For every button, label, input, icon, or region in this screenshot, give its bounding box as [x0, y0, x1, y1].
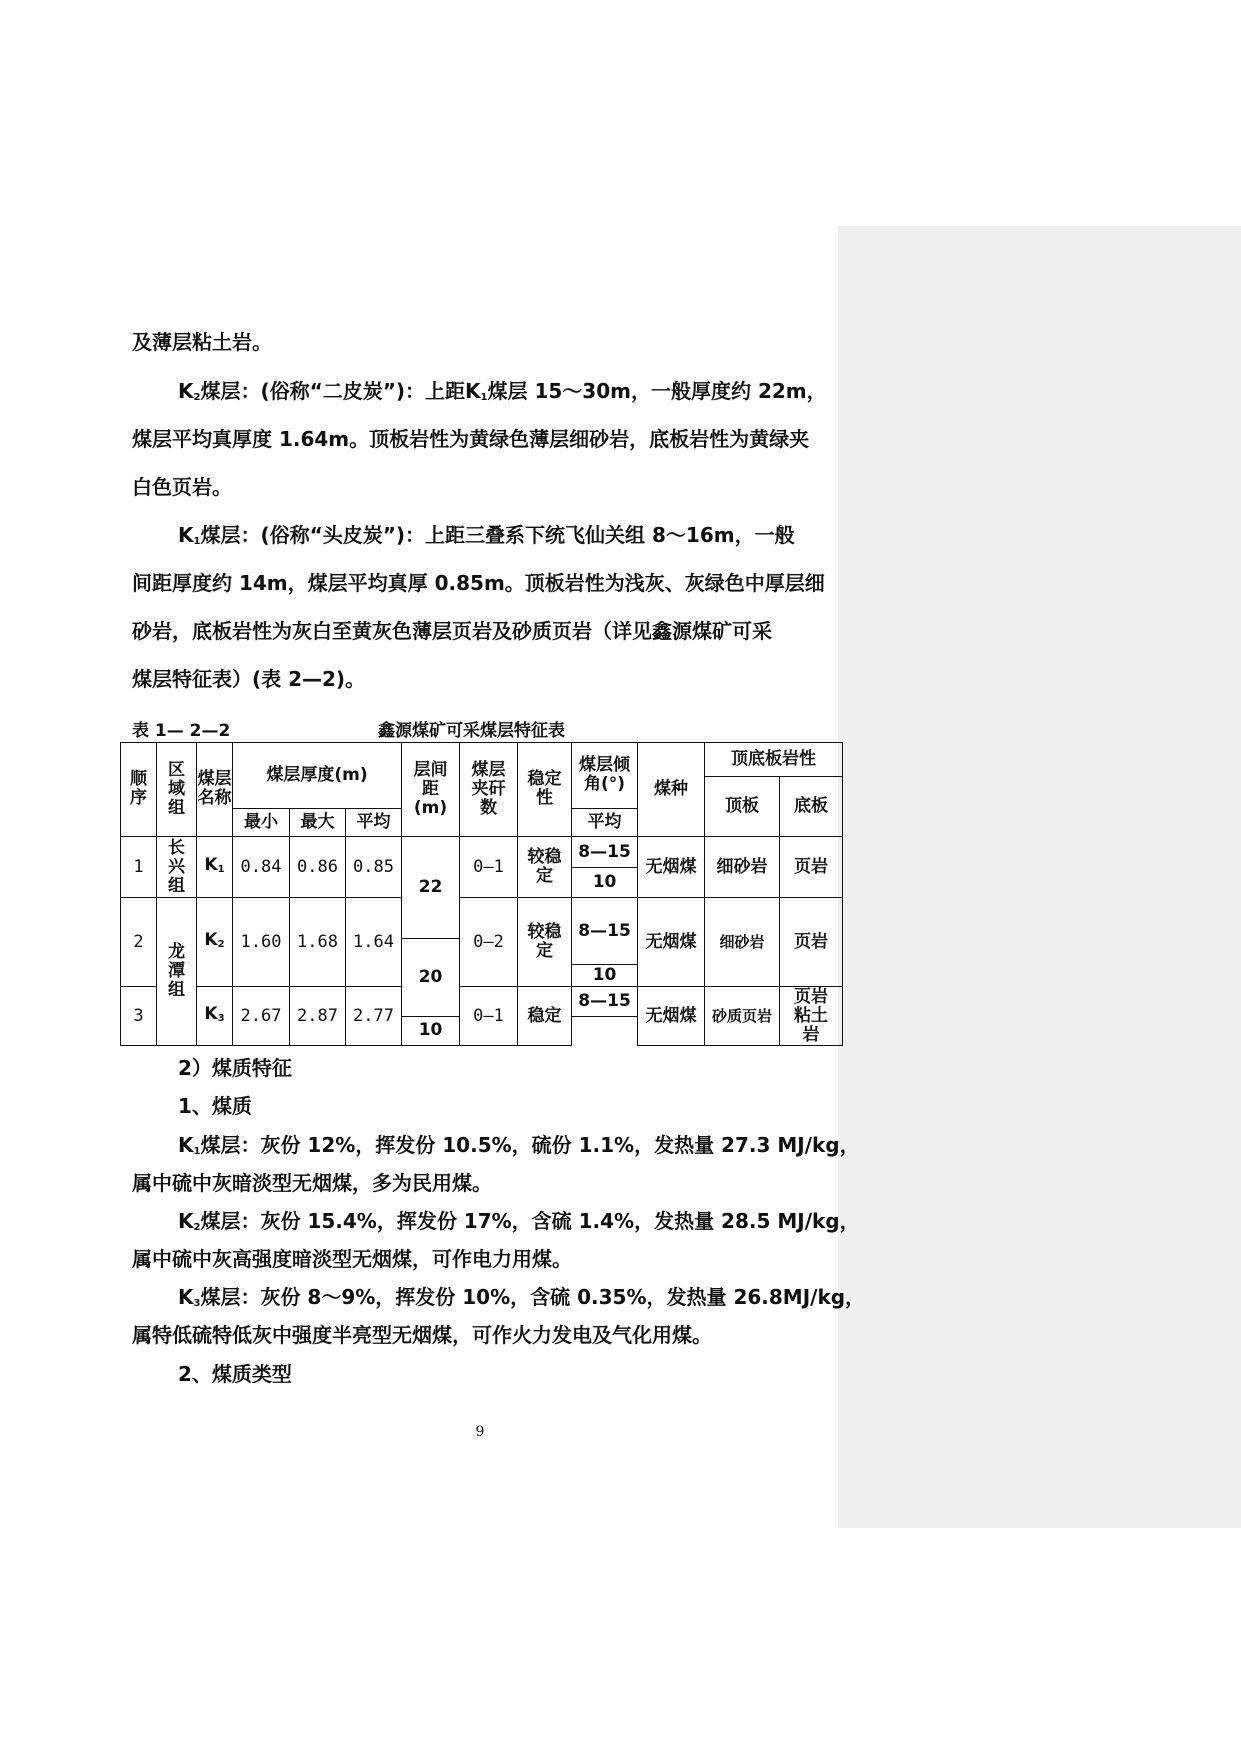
header-avg: 平均	[346, 808, 402, 836]
cell-max: 1.68	[290, 898, 346, 987]
cell-roof: 细砂岩	[705, 836, 780, 898]
header-roof-floor: 顶底板岩性	[705, 743, 843, 777]
cell-min: 0.84	[233, 836, 290, 898]
cell-parting: 0—1	[460, 836, 518, 898]
cell-min: 1.60	[233, 898, 290, 987]
cell-floor: 页岩	[780, 836, 843, 898]
subsection-heading: 1、煤质	[178, 1094, 252, 1118]
text-run: 煤层：(俗称“二皮炭”)：上距K	[200, 379, 481, 403]
text-run: 煤层 15～30m，一般厚度约 22m，	[487, 379, 827, 403]
cell-dip-range: 8—15	[572, 836, 638, 867]
text-run: K	[178, 379, 194, 403]
table-title: 鑫源煤矿可采煤层特征表	[378, 721, 565, 741]
paragraph-line	[178, 379, 827, 410]
section-heading: 2）煤质特征	[178, 1056, 292, 1080]
cell-dip-avg: 10	[572, 965, 638, 987]
cell-group: 长兴组	[157, 836, 197, 898]
header-thickness: 煤层厚度(m)	[233, 743, 402, 809]
header-seq: 顺序	[121, 743, 157, 837]
paragraph-line: 属中硫中灰暗淡型无烟煤，多为民用煤。	[132, 1171, 492, 1195]
cell-floor: 页岩粘土岩	[780, 987, 843, 1046]
paragraph-line: 属特低硫特低灰中强度半亮型无烟煤，可作火力发电及气化用煤。	[132, 1323, 712, 1347]
comment-margin-pane	[838, 226, 1241, 1528]
cell-avg: 1.64	[346, 898, 402, 987]
text-run: K	[178, 523, 194, 547]
header-min: 最小	[233, 808, 290, 836]
cell-roof: 细砂岩	[705, 898, 780, 987]
paragraph-line: 及薄层粘土岩。	[132, 330, 272, 354]
header-stability: 稳定性	[518, 743, 572, 837]
cell-seam: $K_2$	[197, 898, 233, 987]
subscript: 1	[480, 392, 488, 403]
cell-seam: $K_3$	[197, 987, 233, 1046]
header-roof: 顶板	[705, 777, 780, 837]
header-dip-avg: 平均	[572, 808, 638, 836]
text-run: 煤层：(俗称“头皮炭”)：上距三叠系下统飞仙关组 8～16m，一般	[200, 523, 795, 547]
cell-avg: 0.85	[346, 836, 402, 898]
cell-min: 2.67	[233, 987, 290, 1046]
cell-seam: $K_1$	[197, 836, 233, 898]
cell-stability: 较稳定	[518, 898, 572, 987]
paragraph-line: $K_1$煤层：灰份 12%，挥发份 10.5%，硫份 1.1%，发热量 27.3 MJ/kg，	[178, 1133, 860, 1157]
cell-max: 2.87	[290, 987, 346, 1046]
cell-dip-range: 8—15	[572, 987, 638, 1016]
paragraph-line: 煤层特征表）(表 2—2)。	[132, 667, 366, 691]
cell-stability: 较稳定	[518, 836, 572, 898]
cell-max: 0.86	[290, 836, 346, 898]
header-coal-type: 煤种	[638, 743, 705, 837]
cell-dip-avg: 10	[402, 1016, 460, 1045]
table-label: 表 1— 2—2	[132, 721, 231, 741]
cell-interval: 22	[402, 836, 460, 938]
coal-seam-table	[120, 742, 843, 1046]
subscript: 1	[193, 536, 201, 547]
paragraph-line: 属中硫中灰高强度暗淡型无烟煤，可作电力用煤。	[132, 1247, 572, 1271]
subscript: 2	[193, 392, 201, 403]
cell-floor: 页岩	[780, 898, 843, 987]
paragraph-line: $K_3$煤层：灰份 8～9%，挥发份 10%，含硫 0.35%，发热量 26.8MJ/kg，	[178, 1285, 866, 1309]
cell-avg: 2.77	[346, 987, 402, 1046]
page-number: 9	[475, 1424, 485, 1440]
paragraph-line: 间距厚度约 14m，煤层平均真厚 0.85m。顶板岩性为浅灰、灰绿色中厚层细	[132, 571, 825, 595]
header-interval: 层间距(m)	[402, 743, 460, 837]
cell-stability: 稳定	[518, 987, 572, 1046]
paragraph-line: 砂岩，底板岩性为灰白至黄灰色薄层页岩及砂质页岩（详见鑫源煤矿可采	[132, 619, 772, 643]
header-seam-name: 煤层名称	[197, 743, 233, 837]
header-floor: 底板	[780, 777, 843, 837]
cell-seq: 3	[121, 987, 157, 1046]
cell-group: 龙潭组	[157, 898, 197, 1046]
cell-coal: 无烟煤	[638, 987, 705, 1046]
paragraph-line: 煤层平均真厚度 1.64m。顶板岩性为黄绿色薄层细砂岩，底板岩性为黄绿夹	[132, 427, 810, 451]
paragraph-line: 白色页岩。	[132, 475, 232, 499]
cell-dip-range: 8—15	[572, 898, 638, 965]
cell-dip-avg: 10	[572, 868, 638, 898]
paragraph-line	[178, 523, 795, 554]
cell-coal: 无烟煤	[638, 898, 705, 987]
cell-seq: 2	[121, 898, 157, 987]
paragraph-line: $K_2$煤层：灰份 15.4%，挥发份 17%，含硫 1.4%，发热量 28.5 MJ/kg，	[178, 1209, 860, 1233]
header-parting: 煤层夹矸数	[460, 743, 518, 837]
cell-seq: 1	[121, 836, 157, 898]
header-max: 最大	[290, 808, 346, 836]
cell-parting: 0—2	[460, 898, 518, 987]
cell-parting: 0—1	[460, 987, 518, 1046]
subsection-heading: 2、煤质类型	[178, 1362, 292, 1386]
header-dip: 煤层倾角(°)	[572, 743, 638, 809]
cell-roof: 砂质页岩	[705, 987, 780, 1046]
header-group: 区域组	[157, 743, 197, 837]
cell-interval: 20	[402, 938, 460, 1016]
cell-coal: 无烟煤	[638, 836, 705, 898]
